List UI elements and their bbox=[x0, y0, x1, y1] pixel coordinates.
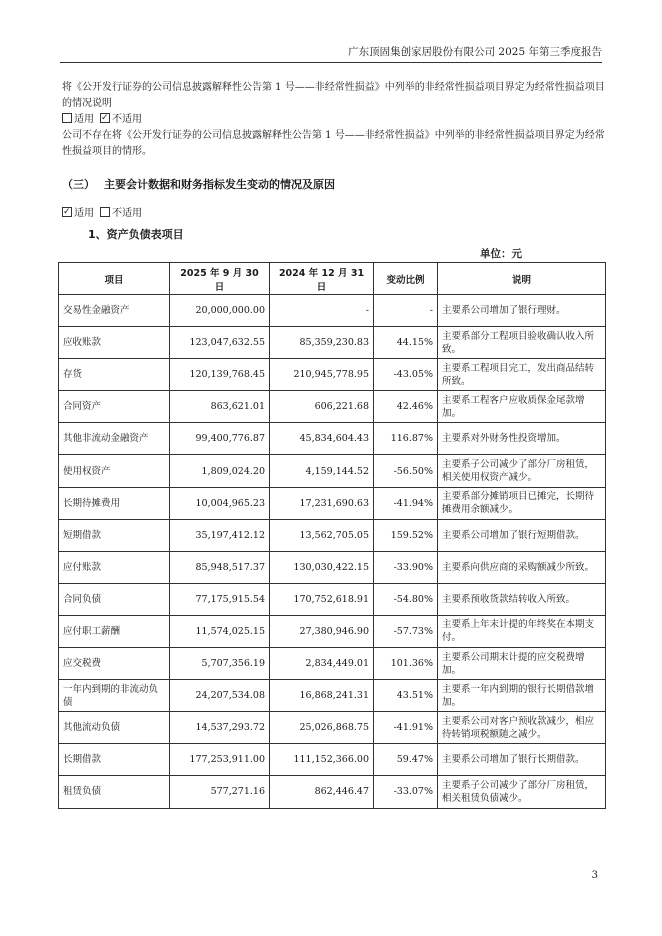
cell-item: 短期借款 bbox=[59, 519, 170, 551]
cell-item: 长期待摊费用 bbox=[59, 487, 170, 519]
cell-current: 99,400,776.87 bbox=[170, 423, 270, 455]
page-header: 广东顶固集创家居股份有限公司 2025 年第三季度报告 bbox=[60, 44, 602, 63]
cell-current: 1,809,024.20 bbox=[170, 455, 270, 487]
table-row bbox=[59, 776, 606, 808]
cell-change: -54.80% bbox=[374, 583, 438, 615]
table-row bbox=[59, 487, 606, 519]
cell-change: - bbox=[374, 295, 438, 327]
page-number: 3 bbox=[591, 870, 598, 881]
cell-change: 44.15% bbox=[374, 327, 438, 359]
table-row bbox=[59, 295, 606, 327]
header-current: 2025 年 9 月 30 日 bbox=[170, 263, 270, 295]
cell-item: 应交税费 bbox=[59, 648, 170, 680]
cell-previous: 13,562,705.05 bbox=[270, 519, 374, 551]
cell-note: 主要系部分工程项目验收确认收入所致。 bbox=[438, 327, 606, 359]
cell-change: -56.50% bbox=[374, 455, 438, 487]
option-applicable-label: 适用 bbox=[74, 208, 94, 219]
cell-note: 主要系工程客户应收质保金尾款增加。 bbox=[438, 391, 606, 423]
cell-previous: 210,945,778.95 bbox=[270, 359, 374, 391]
cell-current: 11,574,025.15 bbox=[170, 615, 270, 647]
balance-sheet-table bbox=[58, 262, 606, 809]
cell-previous: 606,221.68 bbox=[270, 391, 374, 423]
cell-note: 主要系工程项目完工，发出商品结转所致。 bbox=[438, 359, 606, 391]
cell-note: 主要系公司增加了银行理财。 bbox=[438, 295, 606, 327]
cell-note: 主要系子公司减少了部分厂房租赁，相关使用权资产减少。 bbox=[438, 455, 606, 487]
header-note: 说明 bbox=[438, 263, 606, 295]
table-row bbox=[59, 583, 606, 615]
header-item: 项目 bbox=[59, 263, 170, 295]
checked-box-icon bbox=[100, 113, 110, 123]
option-applicable-label: 适用 bbox=[74, 114, 94, 125]
cell-current: 177,253,911.00 bbox=[170, 744, 270, 776]
cell-previous: 25,026,868.75 bbox=[270, 712, 374, 744]
cell-item: 应收账款 bbox=[59, 327, 170, 359]
table-header-row bbox=[59, 263, 606, 295]
section-title-text: 主要会计数据和财务指标发生变动的情况及原因 bbox=[104, 178, 335, 191]
table-row bbox=[59, 359, 606, 391]
header-change: 变动比例 bbox=[374, 263, 438, 295]
cell-previous: 862,446.47 bbox=[270, 776, 374, 808]
cell-previous: 130,030,422.15 bbox=[270, 551, 374, 583]
cell-current: 123,047,632.55 bbox=[170, 327, 270, 359]
cell-note: 主要系子公司减少了部分厂房租赁，相关租赁负债减少。 bbox=[438, 776, 606, 808]
table-body bbox=[59, 295, 606, 809]
cell-previous: 17,231,690.63 bbox=[270, 487, 374, 519]
table-row bbox=[59, 391, 606, 423]
cell-previous: 111,152,366.00 bbox=[270, 744, 374, 776]
cell-item: 其他非流动金融资产 bbox=[59, 423, 170, 455]
cell-current: 77,175,915.54 bbox=[170, 583, 270, 615]
cell-item: 使用权资产 bbox=[59, 455, 170, 487]
cell-change: -33.07% bbox=[374, 776, 438, 808]
subsection-title: 1、资产负债表项目 bbox=[88, 228, 184, 241]
cell-item: 其他流动负债 bbox=[59, 712, 170, 744]
checked-box-icon bbox=[62, 207, 72, 217]
cell-note: 主要系上年末计提的年终奖在本期支付。 bbox=[438, 615, 606, 647]
cell-item: 合同负债 bbox=[59, 583, 170, 615]
cell-note: 主要系公司增加了银行短期借款。 bbox=[438, 519, 606, 551]
cell-item: 租赁负债 bbox=[59, 776, 170, 808]
cell-item: 交易性金融资产 bbox=[59, 295, 170, 327]
table-row bbox=[59, 519, 606, 551]
table-row bbox=[59, 744, 606, 776]
option-not-applicable-label: 不适用 bbox=[112, 114, 142, 125]
cell-note: 主要系对外财务性投资增加。 bbox=[438, 423, 606, 455]
cell-change: 116.87% bbox=[374, 423, 438, 455]
cell-item: 应付账款 bbox=[59, 551, 170, 583]
cell-current: 20,000,000.00 bbox=[170, 295, 270, 327]
cell-previous: 4,159,144.52 bbox=[270, 455, 374, 487]
cell-item: 应付职工薪酬 bbox=[59, 615, 170, 647]
section-title bbox=[62, 176, 335, 192]
cell-current: 14,537,293.72 bbox=[170, 712, 270, 744]
table-row bbox=[59, 648, 606, 680]
cell-current: 863,621.01 bbox=[170, 391, 270, 423]
table-row bbox=[59, 455, 606, 487]
cell-change: -41.94% bbox=[374, 487, 438, 519]
intro-statement: 公司不存在将《公开发行证券的公司信息披露解释性公告第 1 号——非经常性损益》中列举的非经常性损益项目界定为经常性损益项目的情形。 bbox=[62, 130, 605, 157]
cell-note: 主要系公司增加了银行长期借款。 bbox=[438, 744, 606, 776]
cell-change: 101.36% bbox=[374, 648, 438, 680]
option-not-applicable-label: 不适用 bbox=[112, 208, 142, 219]
cell-current: 5,707,356.19 bbox=[170, 648, 270, 680]
table-row bbox=[59, 423, 606, 455]
cell-change: 42.46% bbox=[374, 391, 438, 423]
cell-item: 长期借款 bbox=[59, 744, 170, 776]
header-previous: 2024 年 12 月 31 日 bbox=[270, 263, 374, 295]
unchecked-box-icon bbox=[62, 113, 72, 123]
table-row bbox=[59, 712, 606, 744]
cell-change: 159.52% bbox=[374, 519, 438, 551]
cell-item: 合同资产 bbox=[59, 391, 170, 423]
section-options bbox=[62, 207, 142, 221]
cell-change: -41.91% bbox=[374, 712, 438, 744]
cell-current: 577,271.16 bbox=[170, 776, 270, 808]
cell-current: 10,004,965.23 bbox=[170, 487, 270, 519]
unit-label: 单位：元 bbox=[480, 248, 522, 260]
cell-previous: 170,752,618.91 bbox=[270, 583, 374, 615]
table-row bbox=[59, 327, 606, 359]
table-row bbox=[59, 551, 606, 583]
cell-current: 85,948,517.37 bbox=[170, 551, 270, 583]
cell-current: 24,207,534.08 bbox=[170, 680, 270, 712]
section-number: （三） bbox=[62, 178, 95, 191]
cell-current: 120,139,768.45 bbox=[170, 359, 270, 391]
cell-change: -33.90% bbox=[374, 551, 438, 583]
cell-previous: 16,868,241.31 bbox=[270, 680, 374, 712]
cell-note: 主要系预收货款结转收入所致。 bbox=[438, 583, 606, 615]
cell-note: 主要系公司对客户预收款减少，相应待转销项税额随之减少。 bbox=[438, 712, 606, 744]
cell-note: 主要系公司期末计提的应交税费增加。 bbox=[438, 648, 606, 680]
table-row bbox=[59, 615, 606, 647]
cell-change: -57.73% bbox=[374, 615, 438, 647]
cell-previous: 27,380,946.90 bbox=[270, 615, 374, 647]
cell-previous: - bbox=[270, 295, 374, 327]
cell-current: 35,197,412.12 bbox=[170, 519, 270, 551]
cell-previous: 45,834,604.43 bbox=[270, 423, 374, 455]
table-row bbox=[59, 680, 606, 712]
cell-item: 一年内到期的非流动负债 bbox=[59, 680, 170, 712]
cell-note: 主要系一年内到期的银行长期借款增加。 bbox=[438, 680, 606, 712]
cell-note: 主要系向供应商的采购额减少所致。 bbox=[438, 551, 606, 583]
cell-change: -43.05% bbox=[374, 359, 438, 391]
cell-item: 存货 bbox=[59, 359, 170, 391]
cell-previous: 85,359,230.83 bbox=[270, 327, 374, 359]
cell-previous: 2,834,449.01 bbox=[270, 648, 374, 680]
cell-change: 59.47% bbox=[374, 744, 438, 776]
cell-change: 43.51% bbox=[374, 680, 438, 712]
cell-note: 主要系部分摊销项目已摊完，长期待摊费用余额减少。 bbox=[438, 487, 606, 519]
intro-options bbox=[62, 113, 142, 127]
unchecked-box-icon bbox=[100, 207, 110, 217]
intro-paragraph: 将《公开发行证券的公司信息披露解释性公告第 1 号——非经常性损益》中列举的非经常性损益项目界定为经常性损益项目的情况说明 bbox=[62, 82, 605, 109]
